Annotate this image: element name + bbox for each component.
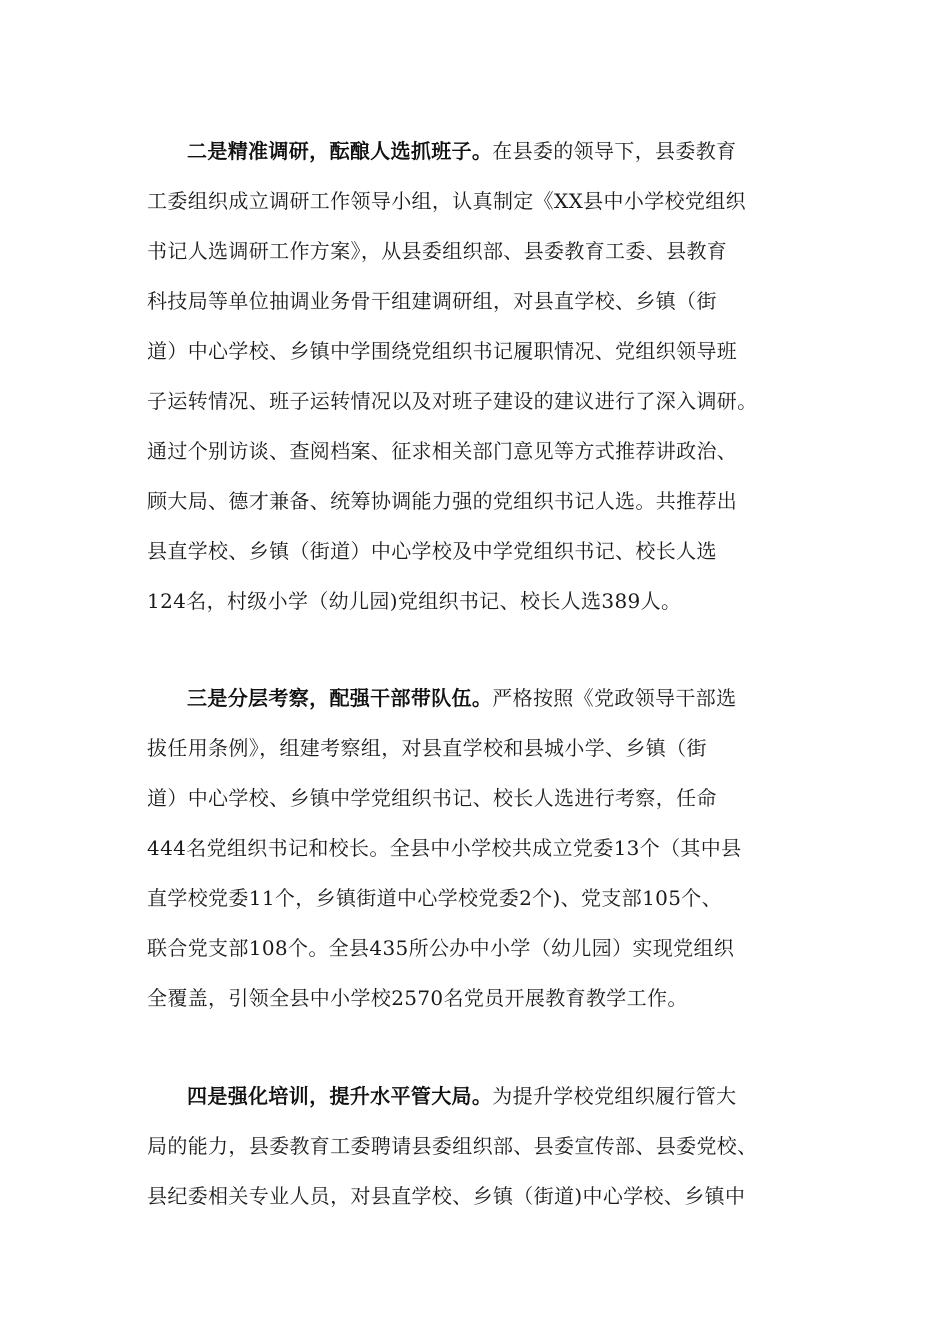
paragraph-line [147,673,827,723]
paragraph-line: 直学校党委11个，乡镇街道中心学校党委2个)、党支部105个、 [147,886,722,910]
paragraph-text: 在县委的领导下，县委教育 [492,139,737,163]
paragraph-line: 124名，村级小学（幼儿园)党组织书记、校长人选389人。 [147,589,682,613]
paragraph-line: 子运转情况、班子运转情况以及对班子建设的建议进行了深入调研。 [147,389,758,413]
paragraph-line: 通过个别访谈、查阅档案、征求相关部门意见等方式推荐讲政治、 [147,439,738,463]
paragraph-line: 全覆盖，引领全县中小学校2570名党员开展教育教学工作。 [147,986,688,1010]
paragraph-line: 道）中心学校、乡镇中学党组织书记、校长人选进行考察，任命 [147,786,717,810]
paragraph-line: 拔任用条例》，组建考察组，对县直学校和县城小学、乡镇（街 [147,736,707,760]
paragraph-line: 工委组织成立调研工作领导小组，认真制定《XX县中小学校党组织 [147,189,746,213]
paragraph-lead: 四是强化培训，提升水平管大局。 [187,1084,493,1108]
paragraph-lead: 三是分层考察，配强干部带队伍。 [187,686,493,710]
paragraph-line: 县直学校、乡镇（街道）中心学校及中学党组织书记、校长人选 [147,539,717,563]
paragraph-text: 为提升学校党组织履行管大 [492,1084,737,1108]
paragraph-inspection [147,673,827,1023]
paragraph-line: 444名党组织书记和校长。全县中小学校共成立党委13个（其中县 [147,836,742,860]
paragraph-line [147,1071,827,1121]
paragraph-training [147,1071,827,1221]
paragraph-line: 县纪委相关专业人员，对县直学校、乡镇（街道)中心学校、乡镇中 [147,1184,746,1208]
paragraph-line: 顾大局、德才兼备、统筹协调能力强的党组织书记人选。共推荐出 [147,489,738,513]
paragraph-research [147,126,827,626]
paragraph-line: 联合党支部108个。全县435所公办中小学（幼儿园）实现党组织 [147,936,735,960]
paragraph-line: 科技局等单位抽调业务骨干组建调研组，对县直学校、乡镇（街 [147,289,717,313]
paragraph-text: 严格按照《党政领导干部选 [492,686,737,710]
paragraph-line [147,126,827,176]
paragraph-line: 局的能力，县委教育工委聘请县委组织部、县委宣传部、县委党校、 [147,1134,758,1158]
paragraph-lead: 二是精准调研，酝酿人选抓班子。 [187,139,493,163]
paragraph-line: 道）中心学校、乡镇中学围绕党组织书记履职情况、党组织领导班 [147,339,738,363]
paragraph-line: 书记人选调研工作方案》，从县委组织部、县委教育工委、县教育 [147,239,728,263]
